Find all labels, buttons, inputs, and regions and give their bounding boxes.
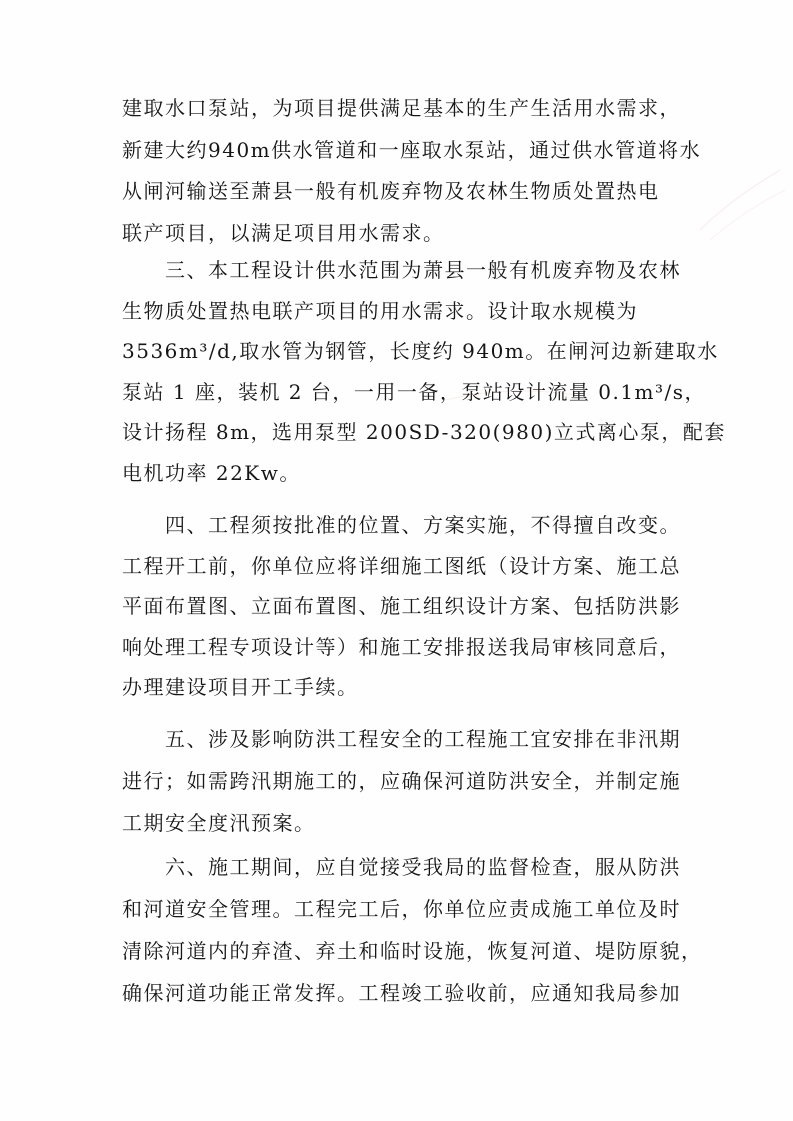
stamp-bleed-mark: [690, 160, 790, 250]
text-line: 电机功率 22Kw。: [122, 460, 301, 485]
paragraph-section-three: [122, 250, 726, 493]
text-line: 进行；如需跨汛期施工的，应确保河道防洪安全，并制定施: [122, 769, 681, 793]
paragraph-section-six: [122, 846, 703, 1014]
text-line: 联产项目，以满足项目用水需求。: [122, 220, 445, 245]
text-line: 确保河道功能正常发挥。工程竣工验收前，应通知我局参加: [122, 981, 681, 1005]
text-line: 响处理工程专项设计等）和施工安排报送我局审核同意后，: [122, 634, 681, 659]
text-line: 建取水口泵站，为项目提供满足基本的生产生活用水需求，: [122, 96, 681, 120]
text-line: 五、涉及影响防洪工程安全的工程施工宜安排在非汛期: [122, 727, 681, 751]
text-line: 3536m³/d,取水管为钢管，长度约 940m。在闸河边新建取水: [122, 339, 719, 363]
paragraph-water-intake-intro: [122, 88, 702, 254]
text-line: 设计扬程 8m，选用泵型 200SD-320(980)立式离心泵，配套: [122, 420, 726, 444]
text-line: 工期安全度汛预案。: [122, 811, 316, 835]
text-line: 办理建设项目开工手续。: [122, 675, 359, 699]
text-line: 四、工程须按批准的位置、方案实施，不得擅自改变。: [122, 513, 681, 537]
text-line: 工程开工前，你单位应将详细施工图纸（设计方案、施工总: [122, 553, 681, 578]
text-line: 泵站 1 座，装机 2 台，一用一备，泵站设计流量 0.1m³/s，: [122, 379, 707, 404]
text-line: 和河道安全管理。工程完工后，你单位应责成施工单位及时: [122, 897, 681, 921]
stamp-bleed-mark: [440, 380, 580, 410]
paragraph-section-five: [122, 718, 682, 844]
text-line: 从闸河输送至萧县一般有机废弃物及农林生物质处置热电: [122, 179, 660, 203]
text-line: 三、本工程设计供水范围为萧县一般有机废弃物及农林: [122, 258, 681, 282]
text-line: 平面布置图、立面布置图、施工组织设计方案、包括防洪影: [122, 594, 681, 618]
text-line: 生物质处置热电联产项目的用水需求。设计取水规模为: [122, 298, 638, 323]
paragraph-section-four: [122, 505, 682, 708]
text-line: 新建大约940m供水管道和一座取水泵站，通过供水管道将水: [122, 137, 702, 162]
text-line: 清除河道内的弃渣、弃土和临时设施，恢复河道、堤防原貌，: [122, 939, 703, 963]
text-line: 六、施工期间，应自觉接受我局的监督检查，服从防洪: [122, 855, 681, 879]
